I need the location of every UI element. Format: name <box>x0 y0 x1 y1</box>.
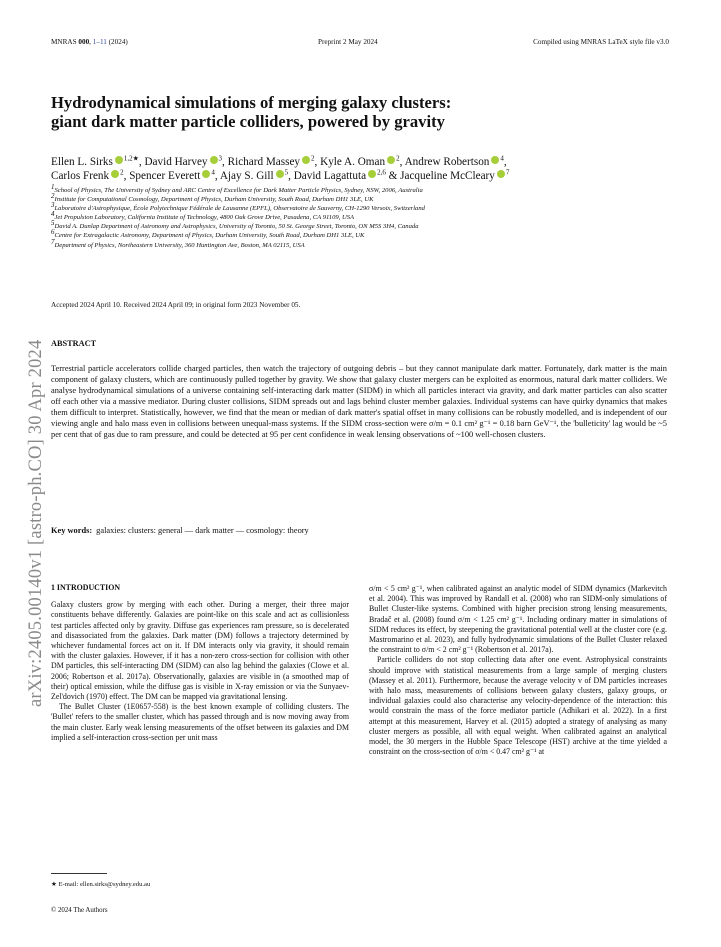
author-name: Carlos Frenk <box>51 170 110 182</box>
orcid-icon[interactable] <box>276 170 284 178</box>
author-separator: , <box>503 156 507 168</box>
author-name: Ellen L. Sirks <box>51 156 113 168</box>
title-line-2: giant dark matter particle colliders, powered by gravity <box>51 112 445 131</box>
affiliation-text: Department of Physics, Northeastern University, 360 Huntington Ave, Boston, MA 02115, USA <box>54 241 305 249</box>
author-name: Jacqueline McCleary <box>400 170 495 182</box>
arxiv-stamp: arXiv:2405.00140v1 [astro-ph.CO] 30 Apr 2024 <box>26 339 46 707</box>
paper-title <box>51 93 651 131</box>
affiliation-item <box>51 201 671 213</box>
author-name: Spencer Everett <box>129 170 201 182</box>
author-affiliation-marker: 4 <box>211 168 215 177</box>
footnote-email: ★ E-mail: ellen.sirks@sydney.edu.au <box>51 881 151 888</box>
preprint-date: Preprint 2 May 2024 <box>318 38 378 46</box>
author-name: Kyle A. Oman <box>320 156 386 168</box>
affiliation-list <box>51 182 671 250</box>
orcid-icon[interactable] <box>491 156 499 164</box>
keywords-text: galaxies: clusters: general — dark matter — cosmology: theory <box>96 526 309 535</box>
section-heading-introduction: 1 INTRODUCTION <box>51 583 121 592</box>
affiliation-text: Jet Propulsion Laboratory, California Institute of Technology, 4800 Oak Grove Drive, Pasadena, CA 91109, USA <box>54 214 355 222</box>
affiliation-text: David A. Dunlap Department of Astronomy and Astrophysics, University of Toronto, 50 St. George Street, Toronto, ON M5S 3H4, Canada <box>54 223 419 231</box>
page-range-link[interactable]: 1–11 <box>92 38 107 46</box>
author-separator: , <box>399 156 405 168</box>
author-affiliation-marker: 1,2★ <box>123 154 139 163</box>
author-list <box>51 155 661 183</box>
column-right <box>369 584 667 757</box>
journal-year: (2024) <box>108 38 128 46</box>
author-name: David Harvey <box>144 156 208 168</box>
copyright: © 2024 The Authors <box>51 907 108 914</box>
author-name: Andrew Robertson <box>404 156 490 168</box>
author-separator: , <box>214 170 220 182</box>
intro-paragraph-2: The Bullet Cluster (1E0657-558) is the best known example of colliding clusters. The 'Bullet' refers to the smaller cluster, which has passed through and is now moving away from the main cluster. Early weak lensing measurements of the offset between its galaxies and DM implied a self-interaction cross-section per unit mass <box>51 702 349 742</box>
author-separator: & <box>385 170 401 182</box>
orcid-icon[interactable] <box>202 170 210 178</box>
affiliation-number: 7 <box>51 237 55 246</box>
affiliation-number: 3 <box>51 201 55 209</box>
author-separator: , <box>288 170 294 182</box>
running-header-left: MNRAS 000, 1–11 (2024) <box>51 38 128 46</box>
journal-volume: 000 <box>78 38 90 46</box>
intro-paragraph-3: σ/m < 5 cm² g⁻¹, when calibrated against an analytic model of SIDM dynamics (Markevitch et al. 2004). This was improved by Randall et al. (2008) who ran SIDM-only simulations of Bullet Cluster-like systems. Combined with higher precision strong lensing measurements, Bradač et al. (2008) found σ/m < 1.25 cm² g⁻¹. Including ordinary matter in simulations of SIDM reduces its effect, by steepening the gravitational potential well at the cluster core (e.g. Mastromarino et al. 2023), and fully hydrodynamic simulations of the Bullet Cluster relaxed the constraint to σ/m < 2 cm² g⁻¹ (Robertson et al. 2017a). <box>369 584 667 655</box>
orcid-icon[interactable] <box>368 170 376 178</box>
affiliation-number: 5 <box>51 219 55 228</box>
affiliation-text: School of Physics, The University of Sydney and ARC Centre of Excellence for Dark Matter Particle Physics, Sydney, NSW, 2006, Australia <box>54 187 423 194</box>
affiliation-text: Institute for Computational Cosmology, Department of Physics, Durham University, South Road, Durham DH1 3LE, UK <box>54 196 374 204</box>
abstract-text: Terrestrial particle accelerators collide charged particles, then watch the trajectory of outgoing debris – but they cannot manipulate dark matter. Fortunately, dark matter is the main component of galaxy clusters, which are continuously pulled together by gravity. We show that galaxy cluster mergers can be exploited as enormous, natural dark matter colliders. We analyse hydrodynamical simulations of a universe containing self-interacting dark matter (SIDM) in which all particles interact via gravity, and dark matter particles can also scatter off each other via a massive mediator. During cluster collisions, SIDM spreads out and lags behind cluster member galaxies. Individual systems can have quirky dynamics that makes them difficult to interpret. Statistically, however, we find that the mean or median of dark matter's spatial offset in many collisions can be robustly modelled, and is independent of our viewing angle and halo mass even in collisions between unequal-mass systems. If the SIDM cross-section were σ/m = 0.1 cm² g⁻¹ = 0.18 barn GeV⁻¹, the 'bulleticity' lag would be ~5 per cent that of gas due to ram pressure, and could be detected at 95 per cent confidence in weak lensing observations of ~100 well-chosen clusters. <box>51 364 667 439</box>
orcid-icon[interactable] <box>115 156 123 164</box>
intro-paragraph-4: Particle colliders do not stop collecting data after one event. Astrophysical constraints should improve with statistical measurements from a large sample of merging clusters (Massey et al. 2011). Furthermore, because the average velocity v of DM particles increases with halo mass, measurements of collisions between galaxy clusters, galaxy groups, or individual galaxies could also characterise any velocity-dependence of the interaction: this would constrain the mass of the force mediator particle (Adhikari et al. 2022). In a first attempt at this measurement, Harvey et al. (2015) adopted a strategy of analysing as many cluster mergers as possible, all with equal weight. When calibrated against an analytical model, the 30 mergers in the Hubble Space Telescope (HST) archive at the time yielded a constraint on the cross-section of σ/m < 0.47 cm² g⁻¹ at <box>369 655 667 757</box>
author-affiliation-marker: 2 <box>311 154 315 163</box>
author-affiliation-marker: 2,6 <box>377 168 386 177</box>
affiliation-number: 1 <box>51 182 55 191</box>
affiliation-text: Laboratoire d'Astrophysique, École Polytechnique Fédérale de Lausanne (EPFL), Observatoire de Sauverny, CH-1290 Versoix, Switzerland <box>54 205 425 213</box>
author-affiliation-marker: 2 <box>396 154 400 163</box>
column-left <box>51 583 349 743</box>
orcid-icon[interactable] <box>497 170 505 178</box>
author-separator: , <box>314 156 321 168</box>
author-name: David Lagattuta <box>293 170 367 182</box>
affiliation-text: Centre for Extragalactic Astronomy, Department of Physics, Durham University, South Road, Durham DH1 3LE, UK <box>54 232 365 240</box>
orcid-icon[interactable] <box>210 156 218 164</box>
keywords-label: Key words: <box>51 526 93 535</box>
acceptance-dates: Accepted 2024 April 10. Received 2024 April 09; in original form 2023 November 05. <box>51 301 301 309</box>
footnote-rule <box>51 873 107 874</box>
author-affiliation-marker: 2 <box>120 168 124 177</box>
author-separator: , <box>123 170 130 182</box>
intro-paragraph-1: Galaxy clusters grow by merging with each other. During a merger, their three major constituents behave differently. Galaxies are point-like on this scale and act as collisionless test particles affected only by gravity. Diffuse gas experiences ram pressure, so is decelerated and disassociated from the galaxies. Dark matter (DM) follows a trajectory determined by whichever fundamental forces act on it. If DM interacts only via gravity, it should remain with the cluster galaxies. However, if it has a non-zero cross-section for collision with other DM particles, this self-interacting DM (SIDM) can also lag behind the galaxies (Clowe et al. 2006; Robertson et al. 2017a). Observationally, galaxies are visible in (a smoothed map of their) optical emission, while the diffuse gas is visible in X-ray emission or via the Sunyaev-Zel'dovich (1970) effect. The DM can be mapped via gravitational lensing. <box>51 600 349 702</box>
affiliation-item <box>51 237 671 250</box>
author-separator: , <box>222 156 228 168</box>
affiliation-number: 4 <box>51 210 55 219</box>
author-name: Ajay S. Gill <box>219 170 274 182</box>
affiliation-item <box>51 210 671 222</box>
author-affiliation-marker: 5 <box>284 168 289 177</box>
orcid-icon[interactable] <box>302 156 310 164</box>
affiliation-item <box>51 219 671 231</box>
author-affiliation-marker: 3 <box>218 154 223 163</box>
title-line-1: Hydrodynamical simulations of merging galaxy clusters: <box>51 93 452 112</box>
author-name: Richard Massey <box>227 156 301 168</box>
journal-name: MNRAS <box>51 38 77 46</box>
affiliation-number: 6 <box>51 228 55 237</box>
affiliation-number: 2 <box>51 191 55 200</box>
compiled-note: Compiled using MNRAS LaTeX style file v3.0 <box>533 38 669 46</box>
affiliation-item <box>51 182 671 195</box>
keywords <box>51 526 309 535</box>
orcid-icon[interactable] <box>111 170 119 178</box>
author-affiliation-marker: 4 <box>500 154 504 163</box>
orcid-icon[interactable] <box>387 156 395 164</box>
author-separator: , <box>138 156 145 168</box>
affiliation-item <box>51 191 671 204</box>
abstract-heading: ABSTRACT <box>51 339 97 348</box>
affiliation-item <box>51 228 671 240</box>
author-affiliation-marker: 7 <box>505 168 510 177</box>
